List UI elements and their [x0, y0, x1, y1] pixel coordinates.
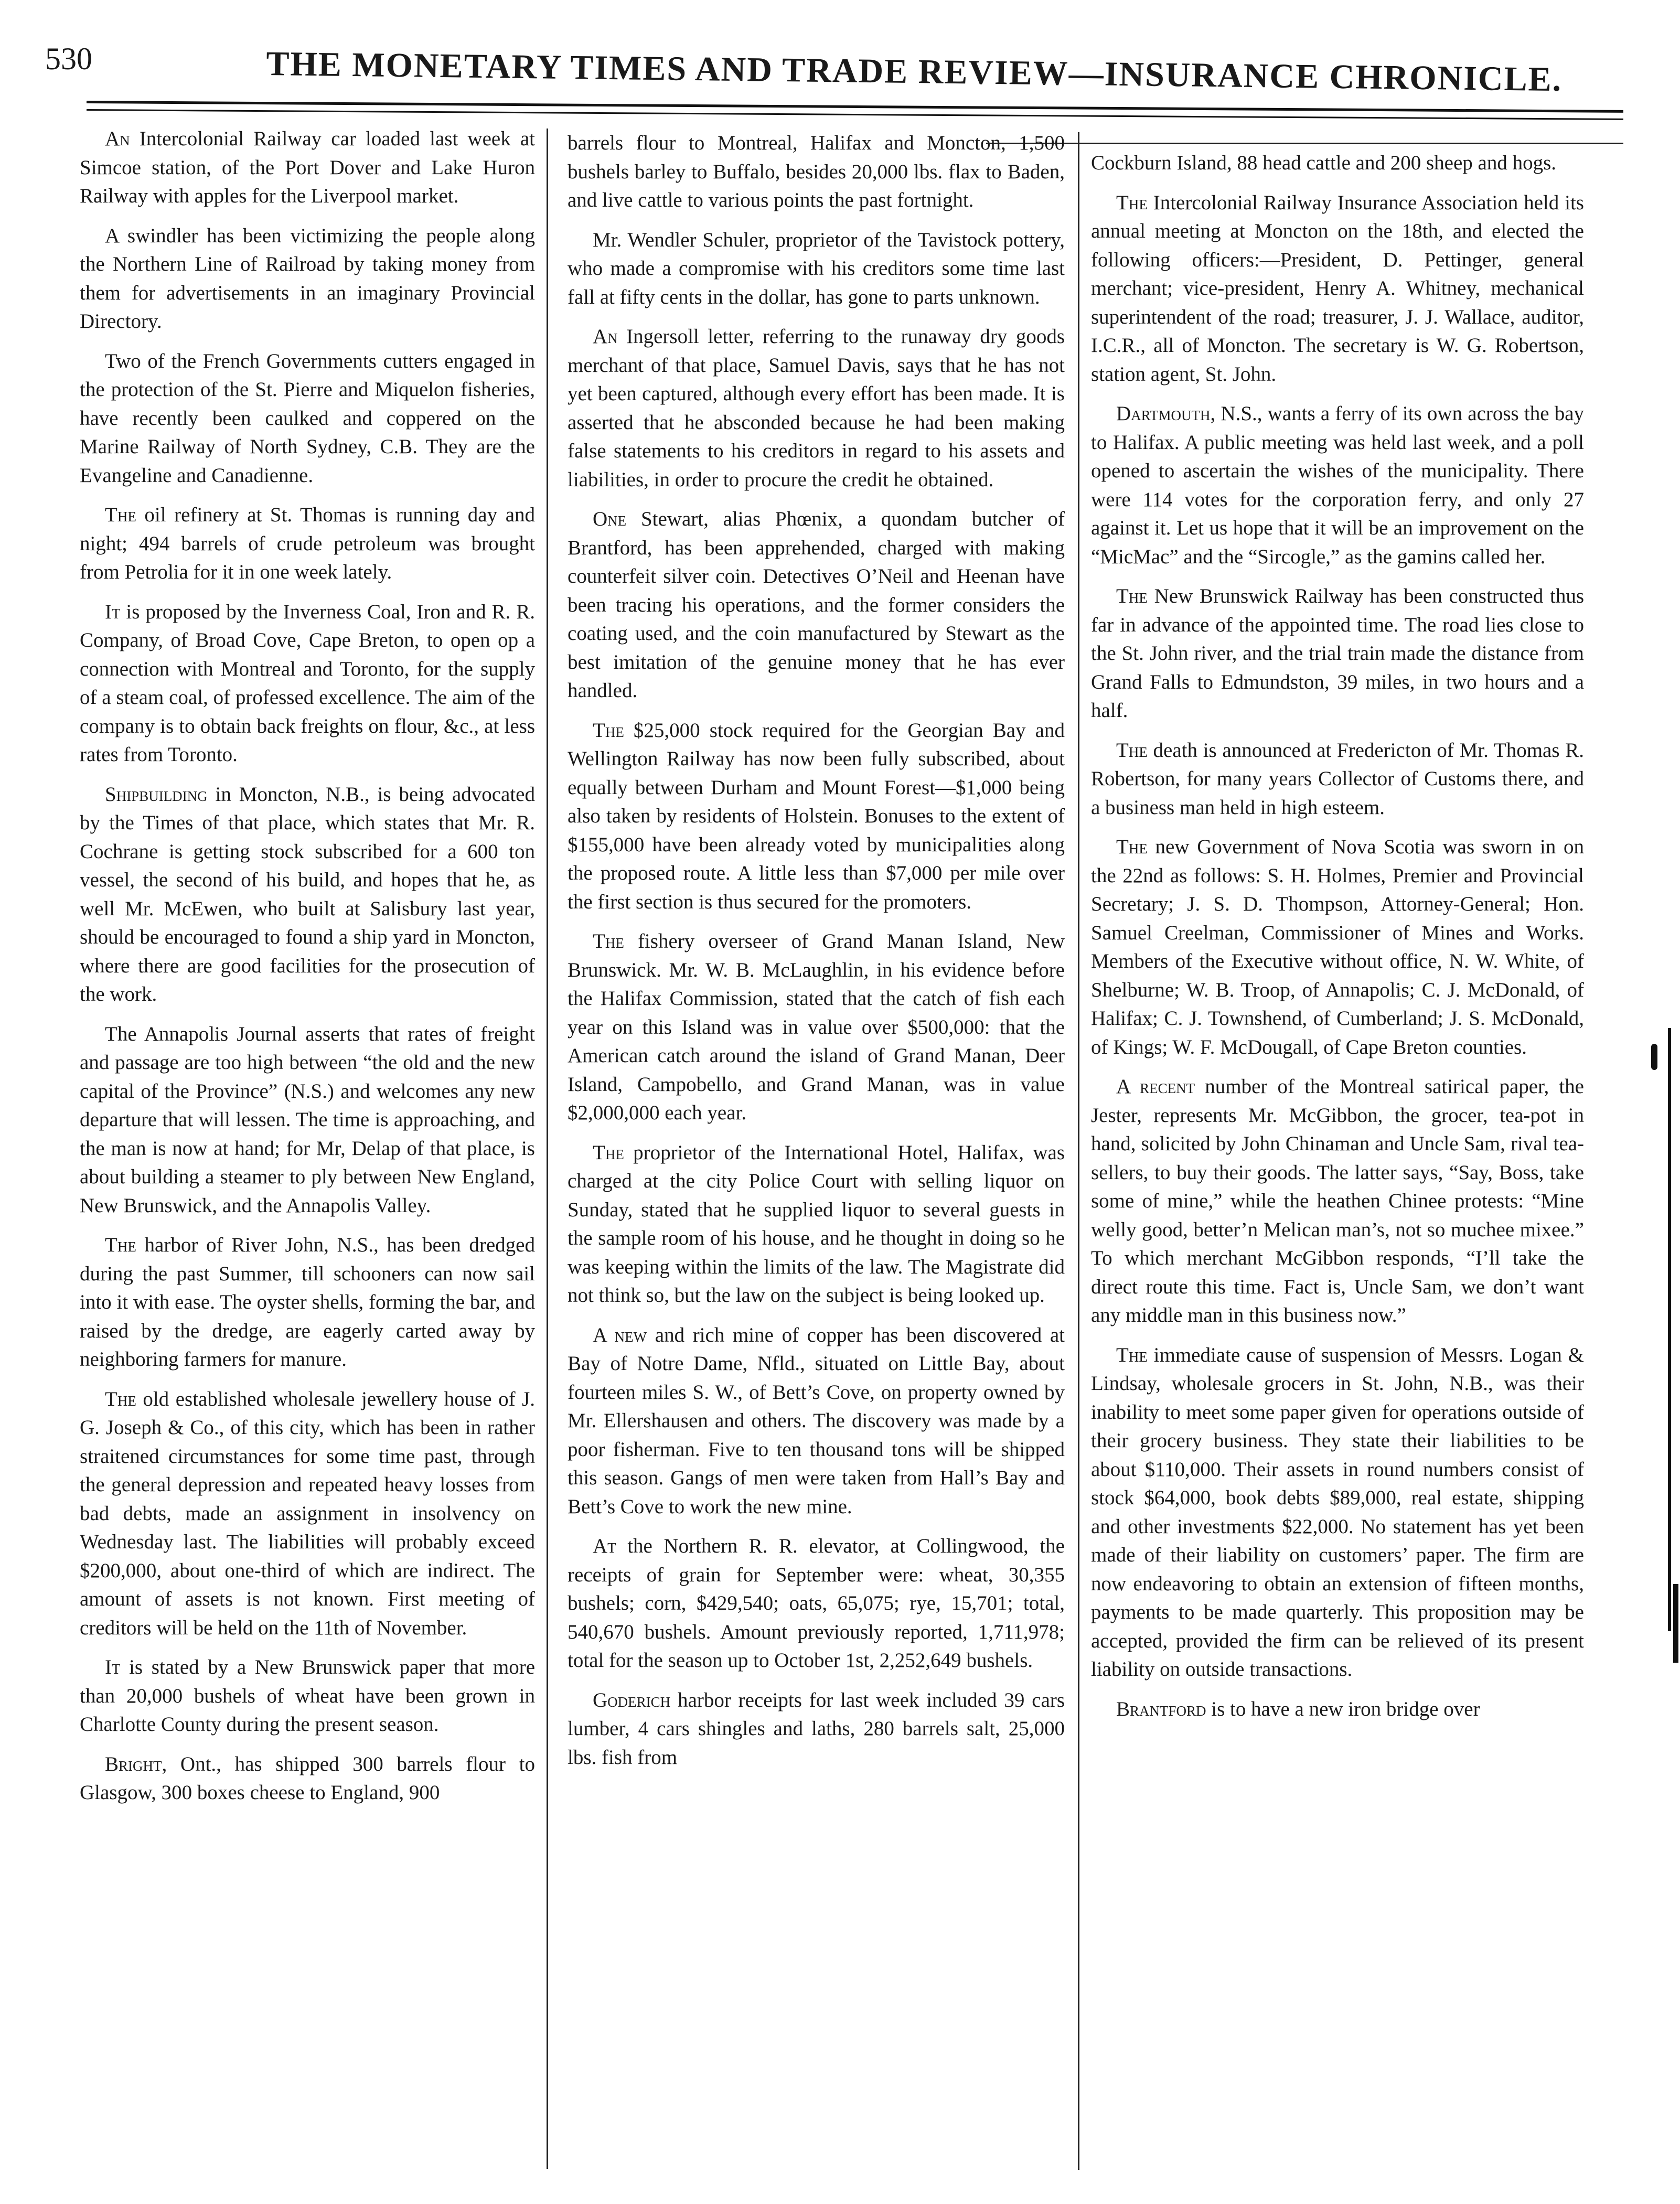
news-item-text: number of the Montreal satirical paper, the Jester, represents Mr. McGibbon, the grocer, tea-pot in hand, solicited by John Chinaman and Uncle Sam, rival tea-sellers, to buy their goods. The latter says, “Say, Boss, take some of mine,” while the heathen Chinee protests: “Mine welly good, better’n Melican man’s, not so muchee mixee.” To which merchant McGibbon responds, “I’ll take the direct route this time. Fact is, Uncle Sam, we don’t want any middle man in this business now.”	[1091, 1075, 1584, 1326]
news-item-text: harbor receipts for last week included 39 cars lumber, 4 cars shingles and laths, 280 barrels salt, 25,000 lbs. fish from	[568, 1688, 1065, 1769]
news-item	[1091, 1073, 1584, 1330]
news-item	[1091, 736, 1584, 822]
news-item-text: harbor of River John, N.S., has been dredged during the past Summer, till schooners can now sail into it with ease. The oyster shells, forming the bar, and raised by the dredge, are eagerly carted away by neighboring farmers for manure.	[80, 1234, 535, 1371]
news-item-text: oil refinery at St. Thomas is running day and night; 494 barrels of crude petroleum was brought from Petrolia for it in one week lately.	[80, 504, 535, 583]
news-item	[80, 780, 535, 1009]
news-item	[80, 501, 535, 587]
news-item-lead: At	[593, 1535, 616, 1557]
page-edge-mark	[1673, 1584, 1678, 1663]
news-item	[568, 129, 1065, 215]
news-item	[568, 927, 1065, 1128]
news-item-text: Ingersoll letter, referring to the runaway dry goods merchant of that place, Samuel Davis, says that he has not yet been captured, although every effort has been made. It is asserted that he absconded because he had been making false statements to his creditors in regard to his assets and liabilities, in order to procure the credit he obtained.	[568, 325, 1065, 491]
news-item-lead: Shipbuilding	[105, 783, 208, 806]
news-item-lead: The	[593, 719, 624, 742]
news-item-text: , N.S., wants a ferry of its own across the bay to Halifax. A public meeting was held last week, and a poll opened to ascertain the wishes of the municipality. There were 114 votes for the corporation ferry, and only 27 against it. Let us hope that it will be an improvement on the “MicMac” and the “Sircogle,” as the gamins called her.	[1091, 402, 1584, 568]
news-item-text: Intercolonial Railway car loaded last week at Simcoe station, of the Port Dover and Lake Huron Railway with apples for the Liverpool market.	[80, 127, 535, 207]
news-item	[80, 347, 535, 490]
column-rule-right	[986, 143, 1623, 144]
news-item-text: barrels flour to Montreal, Halifax and Moncton, 1,500 bushels barley to Buffalo, besides 20,000 lbs. flax to Baden, and live cattle to various points the past fortnight.	[568, 132, 1065, 211]
news-item	[568, 1139, 1065, 1310]
news-item-lead: The	[593, 1141, 624, 1164]
column-3	[1091, 149, 1584, 1735]
news-item-text: is stated by a New Brunswick paper that more than 20,000 bushels of wheat have been grown in Charlotte County during the present season.	[80, 1656, 535, 1736]
news-item-text: Cockburn Island, 88 head cattle and 200 sheep and hogs.	[1091, 152, 1557, 174]
page-number: 530	[45, 41, 92, 76]
news-item-text: Mr. Wendler Schuler, proprietor of the Tavistock pottery, who made a compromise with his creditors some time last fall at fifty cents in the dollar, has gone to parts unknown.	[568, 228, 1065, 308]
news-item-lead: The	[1116, 585, 1148, 607]
news-item-lead: Brantford	[1116, 1697, 1206, 1720]
news-item-lead: Dartmouth	[1116, 402, 1211, 425]
news-item	[80, 1020, 535, 1221]
news-item	[80, 125, 535, 211]
news-item-text: The Annapolis Journal asserts that rates of freight and passage are too high between “the old and the new capital of the Province” (N.S.) and welcomes any new departure that will lessen. The time is approaching, and the man is now at hand; for Mr, Delap of that place, is about building a steamer to ply between New England, New Brunswick, and the Annapolis Valley.	[80, 1022, 535, 1217]
news-item-text: is to have a new iron bridge over	[1206, 1697, 1480, 1720]
news-item-text: old established wholesale jewellery house of J. G. Joseph & Co., of this city, which has been in rather straitened circumstances for some time past, through the general depression and repeated heavy losses from bad debts, made an assignment in insolvency on Wednesday last. The liabilities will probably exceed $200,000, about one-third of which are indirect. The amount of assets is not known. First meeting of creditors will be held on the 11th of November.	[80, 1387, 535, 1639]
news-item	[568, 505, 1065, 705]
news-item-lead: An	[105, 127, 130, 150]
news-item	[1091, 189, 1584, 389]
news-item-lead: The	[1116, 191, 1148, 214]
news-item-text: new Government of Nova Scotia was sworn in on the 22nd as follows: S. H. Holmes, Premier and Provincial Secretary; J. S. D. Thompson, Attorney-General; Hon. Samuel Creelman, Commissioner of Mines and Works. Members of the Executive without office, N. W. White, of Shelburne; W. B. Troop, of Annapolis; C. J. McDonald, of Halifax; C. J. Townshend, of Cumberland; J. S. McDonald, of Kings; W. F. McDougall, of Cape Breton counties.	[1091, 836, 1584, 1058]
page-edge-mark	[1668, 1028, 1671, 1631]
column-divider	[1078, 132, 1079, 2170]
news-item	[1091, 1341, 1584, 1684]
news-item	[80, 598, 535, 769]
news-item-text: fishery overseer of Grand Manan Island, New Brunswick. Mr. W. B. McLaughlin, in his evidence before the Halifax Commission, stated that the catch of fish each year on this Island was in value over $500,000: that the American catch around the island of Grand Manan, Deer Island, Campobello, and Grand Manan, was in value $2,000,000 each year.	[568, 930, 1065, 1124]
news-item-text: is proposed by the Inverness Coal, Iron and R. R. Company, of Broad Cove, Cape Breton, to open op a connection with Montreal and Toronto, for the supply of a steam coal, of professed excellence. The aim of the company is to obtain back freights on flour, &c., at less rates from Toronto.	[80, 600, 535, 766]
news-item	[568, 1321, 1065, 1522]
column-2	[568, 129, 1065, 1783]
news-item-lead: The	[105, 1234, 136, 1256]
news-item-text: , Ont., has shipped 300 barrels flour to Glasgow, 300 boxes cheese to England, 900	[80, 1752, 535, 1804]
news-item-text: immediate cause of suspension of Messrs. Logan & Lindsay, wholesale grocers in St. John, N.B., was their inability to meet some paper given for operations outside of their grocery business. They state their liabilities to be about $110,000. Their assets in round numbers consist of stock $64,000, book debts $89,000, real estate, shipping and other investments $22,000. No statement has yet been made of their liability on customers’ paper. The firm are now endeavoring to obtain an extension of fifteen months, payments to be made quarterly. This proposition may be accepted, provided the firm can be relieved of its present liability on outside transactions.	[1091, 1343, 1584, 1681]
news-item-text: Two of the French Governments cutters engaged in the protection of the St. Pierre and Miquelon fisheries, have recently been caulked and coppered on the Marine Railway of North Sydney, C.B. They are the Evangeline and Canadienne.	[80, 349, 535, 487]
news-item-text: New Brunswick Railway has been constructed thus far in advance of the appointed time. The road lies close to the St. John river, and the trial train made the distance from Grand Falls to Edmundston, 39 miles, in two hours and a half.	[1091, 585, 1584, 722]
news-item-lead: A recent	[1116, 1075, 1195, 1098]
news-item	[1091, 149, 1584, 178]
news-item-text: Intercolonial Railway Insurance Association held its annual meeting at Moncton on the 18th, and elected the following officers:—President, D. Pettinger, general merchant; vice-president, Henry A. Whitney, mechanical superintendent of the road; treasurer, J. J. Wallace, auditor, I.C.R., all of Moncton. The secretary is W. G. Robertson, station agent, St. John.	[1091, 191, 1584, 386]
column-divider	[547, 129, 548, 2169]
news-item-text: the Northern R. R. elevator, at Collingwood, the receipts of grain for September were: wheat, 30,355 bushels; corn, $429,540; oats, 65,075; rye, 15,701; total, 540,670 bushels. Amount previously reported, 1,711,978; total for the season up to October 1st, 2,252,649 bushels.	[568, 1535, 1065, 1672]
news-item-lead: It	[105, 1656, 121, 1678]
news-item-lead: One	[593, 508, 627, 530]
news-item-text: death is announced at Fredericton of Mr. Thomas R. Robertson, for many years Collector of Customs there, and a business man held in high esteem.	[1091, 739, 1584, 819]
news-item-text: proprietor of the International Hotel, Halifax, was charged at the city Police Court with selling liquor on Sunday, stated that he supplied liquor to several guests in the sample room of his house, and he thought in doing so he was keeping within the limits of the law. The Magistrate did not think so, but the law on the subject is being looked up.	[568, 1141, 1065, 1307]
news-item-text: A swindler has been victimizing the people along the Northern Line of Railroad by taking money from them for advertisements in an imaginary Provincial Directory.	[80, 224, 535, 333]
news-item-lead: The	[1116, 836, 1148, 858]
news-item-text: $25,000 stock required for the Georgian Bay and Wellington Railway has now been fully subscribed, about equally between Durham and Mount Forest—$1,000 being also taken by residents of Holstein. Bonuses to the extent of $155,000 have been already voted by municipalities along the proposed route. A little less than $7,000 per mile over the first section is thus secured for the promoters.	[568, 719, 1065, 913]
news-item-lead: Bright	[105, 1752, 162, 1775]
news-item-lead: The	[593, 930, 624, 953]
news-item	[568, 716, 1065, 917]
news-item-lead: The	[1116, 739, 1148, 762]
news-item	[568, 226, 1065, 312]
news-item-lead: The	[1116, 1343, 1148, 1366]
news-item	[1091, 400, 1584, 571]
news-item	[568, 323, 1065, 494]
news-item	[1091, 582, 1584, 725]
news-item-lead: It	[105, 600, 121, 623]
news-item-text: Stewart, alias Phœnix, a quondam butcher of Brantford, has been apprehended, charged with making counterfeit silver coin. Detectives O’Neil and Heenan have been tracing his operations, and the former considers the coating used, and the coin manufactured by Stewart as the best imitation of the genuine money that he has ever handled.	[568, 508, 1065, 702]
news-item-lead: An	[593, 325, 618, 348]
news-item	[568, 1532, 1065, 1675]
news-item-text: in Moncton, N.B., is being advocated by the Times of that place, which states that Mr. R. Cochrane is getting stock subscribed for a 600 ton vessel, the second of his build, and hopes that he, as well Mr. McEwen, who built at Salisbury last year, should be encouraged to found a ship yard in Moncton, where there are good facilities for the prosecution of the work.	[80, 783, 535, 1005]
news-item-lead: The	[105, 504, 136, 526]
column-1	[80, 125, 535, 1818]
news-item	[80, 222, 535, 336]
news-item	[80, 1385, 535, 1643]
news-item	[80, 1750, 535, 1807]
news-item-lead: A new	[593, 1323, 647, 1346]
news-item	[1091, 833, 1584, 1062]
page-edge-mark	[1651, 1044, 1657, 1070]
news-item	[80, 1653, 535, 1739]
news-item	[568, 1686, 1065, 1772]
news-item	[1091, 1695, 1584, 1724]
news-item	[80, 1231, 535, 1374]
news-item-text: and rich mine of copper has been discovered at Bay of Notre Dame, Nfld., situated on Little Bay, about fourteen miles S. W., of Bett’s Cove, on property owned by Mr. Ellershausen and others. The discovery was made by a poor fisherman. Five to ten thousand tons will be shipped this season. Gangs of men were taken from Hall’s Bay and Bett’s Cove to work the new mine.	[568, 1323, 1065, 1518]
news-item-lead: The	[105, 1387, 136, 1410]
news-item-lead: Goderich	[593, 1688, 671, 1711]
masthead-title: THE MONETARY TIMES AND TRADE REVIEW—INSURANCE CHRONICLE.	[266, 44, 1563, 99]
